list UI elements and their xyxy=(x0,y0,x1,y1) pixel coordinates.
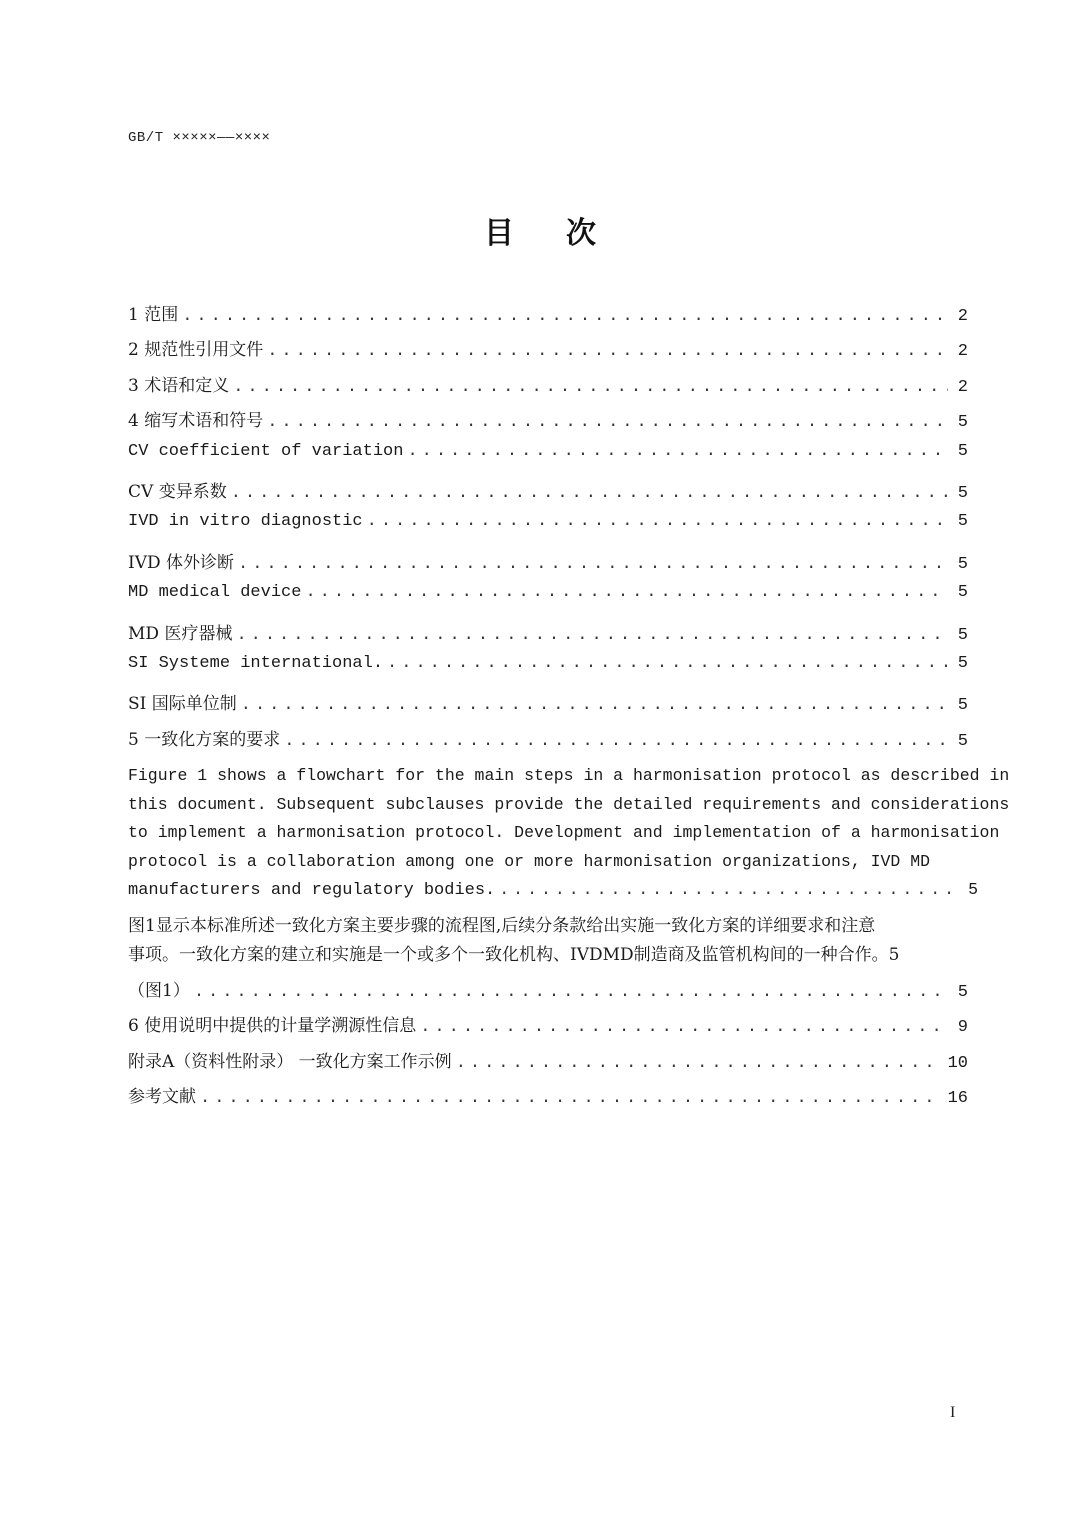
toc-entry[interactable] xyxy=(128,406,968,441)
dot-leader xyxy=(420,1018,948,1037)
toc-entry-label: MD medical device xyxy=(128,583,302,603)
toc-entry-label: 参考文献 xyxy=(128,1087,196,1108)
toc-entry-label: IVD 体外诊断 xyxy=(128,552,235,573)
toc-entry-label: MD 医疗器械 xyxy=(128,623,233,644)
toc-entry[interactable] xyxy=(128,1082,968,1117)
toc-entry[interactable] xyxy=(128,371,968,406)
toc-entry[interactable] xyxy=(128,1047,968,1082)
toc-entry[interactable] xyxy=(128,654,968,689)
toc-entry[interactable] xyxy=(128,619,968,654)
dot-leader xyxy=(284,732,948,751)
toc-entry-label: 6 使用说明中提供的计量学溯源性信息 xyxy=(128,1016,417,1037)
figure-en-line: protocol is a collaboration among one or more harmonisation organizations, IVD MD xyxy=(128,851,931,871)
dot-leader xyxy=(305,583,948,602)
toc-page-number: 16 xyxy=(947,1089,968,1109)
toc-entry-label: 附录A（资料性附录） 一致化方案工作示例 xyxy=(128,1051,452,1072)
figure-zh-line: 图1显示本标准所述一致化方案主要步骤的流程图,后续分条款给出实施一致化方案的详细要求和注意 xyxy=(128,916,876,937)
toc-entry-label: 5 一致化方案的要求 xyxy=(128,729,281,750)
toc-entry[interactable] xyxy=(128,689,968,724)
toc-entry[interactable] xyxy=(128,335,968,370)
toc-page-number: 5 xyxy=(957,583,968,603)
toc-entry[interactable] xyxy=(128,300,968,335)
dot-leader xyxy=(267,342,948,361)
toc-entry[interactable] xyxy=(128,725,968,760)
dot-leader xyxy=(407,442,948,461)
toc-page-number: 2 xyxy=(957,307,968,326)
toc-entry-label: IVD in vitro diagnostic xyxy=(128,512,363,532)
dot-leader xyxy=(267,413,948,432)
toc-entry-label: 4 缩写术语和符号 xyxy=(128,411,264,432)
page-title: 目次 xyxy=(484,216,648,251)
toc-entry[interactable] xyxy=(128,442,968,477)
toc-entry-figure-zh[interactable] xyxy=(128,912,978,970)
toc-page-number: 5 xyxy=(957,731,968,751)
toc-entry[interactable] xyxy=(128,512,968,547)
toc-entry-label: CV coefficient of variation xyxy=(128,441,404,461)
toc-entry-figure-en[interactable] xyxy=(128,762,1010,906)
toc-entries xyxy=(128,300,968,760)
toc-entry-label: SI 国际单位制 xyxy=(128,694,237,715)
toc-page-number: 2 xyxy=(957,377,968,397)
figure-en-line: this document. Subsequent subclauses provide the detailed requirements and considerations xyxy=(128,794,1010,814)
toc-entry[interactable] xyxy=(128,548,968,583)
toc-page-number: 5 xyxy=(957,653,968,673)
toc-page-number: 5 xyxy=(957,512,968,532)
dot-leader xyxy=(231,484,948,503)
page-number: I xyxy=(950,1404,956,1421)
dot-leader xyxy=(456,1054,942,1073)
toc-entry[interactable] xyxy=(128,976,968,1011)
toc-entry[interactable] xyxy=(128,583,968,618)
dot-leader xyxy=(233,378,948,397)
toc-entry-label: SI Systeme international. xyxy=(128,653,384,673)
dot-leader xyxy=(194,983,948,1002)
figure-en-last-line: manufacturers and regulatory bodies. xyxy=(128,881,496,901)
toc-page-number: 5 xyxy=(957,696,968,716)
toc-entry-label: 3 术语和定义 xyxy=(128,375,230,396)
toc-page-number: 5 xyxy=(957,413,968,433)
toc-page-number: 2 xyxy=(957,342,968,362)
toc-page-number: 10 xyxy=(947,1053,968,1073)
toc-entry-label: 2 规范性引用文件 xyxy=(128,340,264,361)
figure-en-line: to implement a harmonisation protocol. Development and implementation of a harmonisation xyxy=(128,823,1000,843)
toc-entry-label: CV 变异系数 xyxy=(128,481,227,502)
toc-entry-label: 1 范围 xyxy=(128,305,179,325)
toc-entry[interactable] xyxy=(128,1011,968,1046)
dot-leader xyxy=(499,876,958,905)
toc-page-number: 5 xyxy=(957,483,968,503)
document-code: GB/T ×××××——×××× xyxy=(128,130,271,146)
dot-leader xyxy=(236,626,948,645)
toc-entry-label: （图1） xyxy=(128,981,190,1002)
toc-page-number: 5 xyxy=(957,554,968,574)
dot-leader xyxy=(238,555,948,574)
toc-page-number: 5 xyxy=(968,880,978,900)
toc-entries-after xyxy=(128,976,968,1118)
toc-page-number: 5 xyxy=(957,625,968,645)
figure-zh-line: 事项。一致化方案的建立和实施是一个或多个一致化机构、IVDMD制造商及监管机构间的一种合作。5 xyxy=(128,945,900,966)
toc-page-number: 5 xyxy=(957,441,968,461)
toc-page-number: 9 xyxy=(957,1018,968,1038)
table-of-contents xyxy=(128,300,1010,1118)
dot-leader xyxy=(367,512,948,531)
toc-page-number: 5 xyxy=(957,983,968,1003)
figure-en-line: Figure 1 shows a flowchart for the main steps in a harmonisation protocol as described in xyxy=(128,766,1010,786)
dot-leader xyxy=(182,307,948,326)
toc-entry[interactable] xyxy=(128,477,968,512)
dot-leader xyxy=(387,654,948,673)
dot-leader xyxy=(200,1089,942,1108)
dot-leader xyxy=(241,696,948,715)
